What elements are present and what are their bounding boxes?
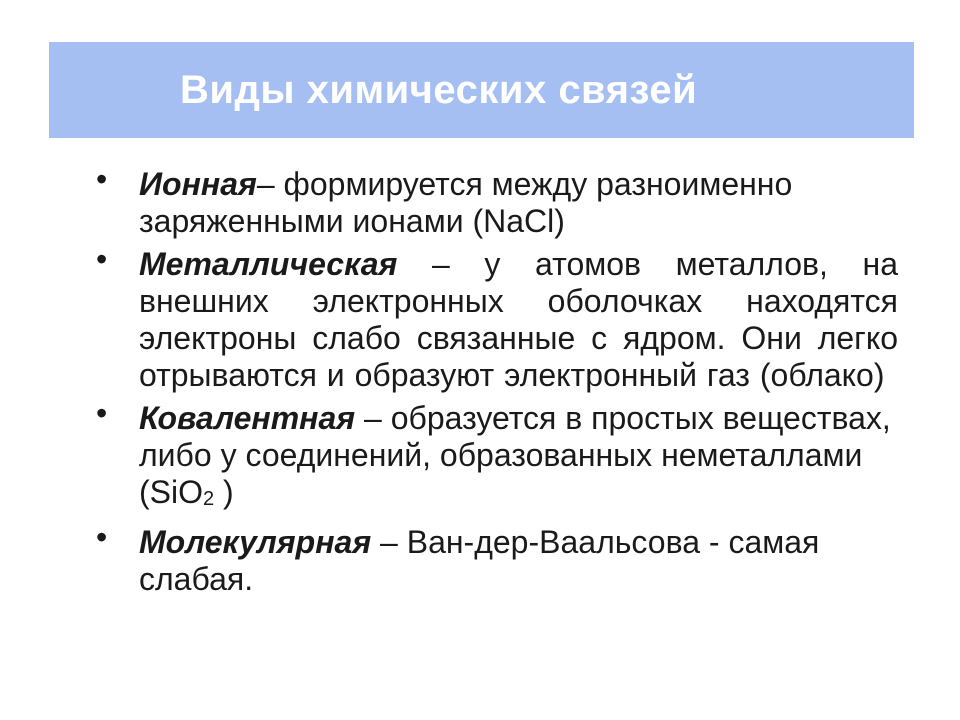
- bullet-molecular: [96, 519, 898, 598]
- definition-metallic: – у атомов металлов, на внешних электронных оболочках находятся электроны слабо связанные с ядром. Они легко отрываются и образуют электронный газ (облако): [139, 246, 898, 393]
- bullet-marker: •: [96, 395, 108, 431]
- bullet-marker: •: [96, 241, 108, 277]
- title-bar: [49, 42, 914, 138]
- definition-covalent: – образуется в простых веществах, либо у соединений, образованных неметаллами (SiO: [139, 400, 891, 510]
- definition-covalent-end: ): [214, 474, 234, 510]
- bullet-covalent: [96, 395, 898, 518]
- slide-title: Виды химических связей: [180, 68, 698, 112]
- bullet-ionic: [96, 161, 898, 240]
- term-ionic: Ионная: [139, 166, 257, 202]
- term-metallic: Металлическая: [139, 246, 398, 282]
- bullet-list: [96, 161, 898, 604]
- term-molecular: Молекулярная: [139, 524, 372, 560]
- definition-ionic: – формируется между разноименно заряженными ионами (NaCl): [139, 166, 793, 239]
- bullet-metallic: [96, 241, 898, 394]
- definition-molecular: – Ван-дер-Ваальсова - самая слабая.: [139, 524, 820, 597]
- bullet-marker: •: [96, 519, 108, 555]
- term-covalent: Ковалентная: [139, 400, 356, 436]
- bullet-marker: •: [96, 161, 108, 197]
- subscript-2: 2: [203, 488, 215, 510]
